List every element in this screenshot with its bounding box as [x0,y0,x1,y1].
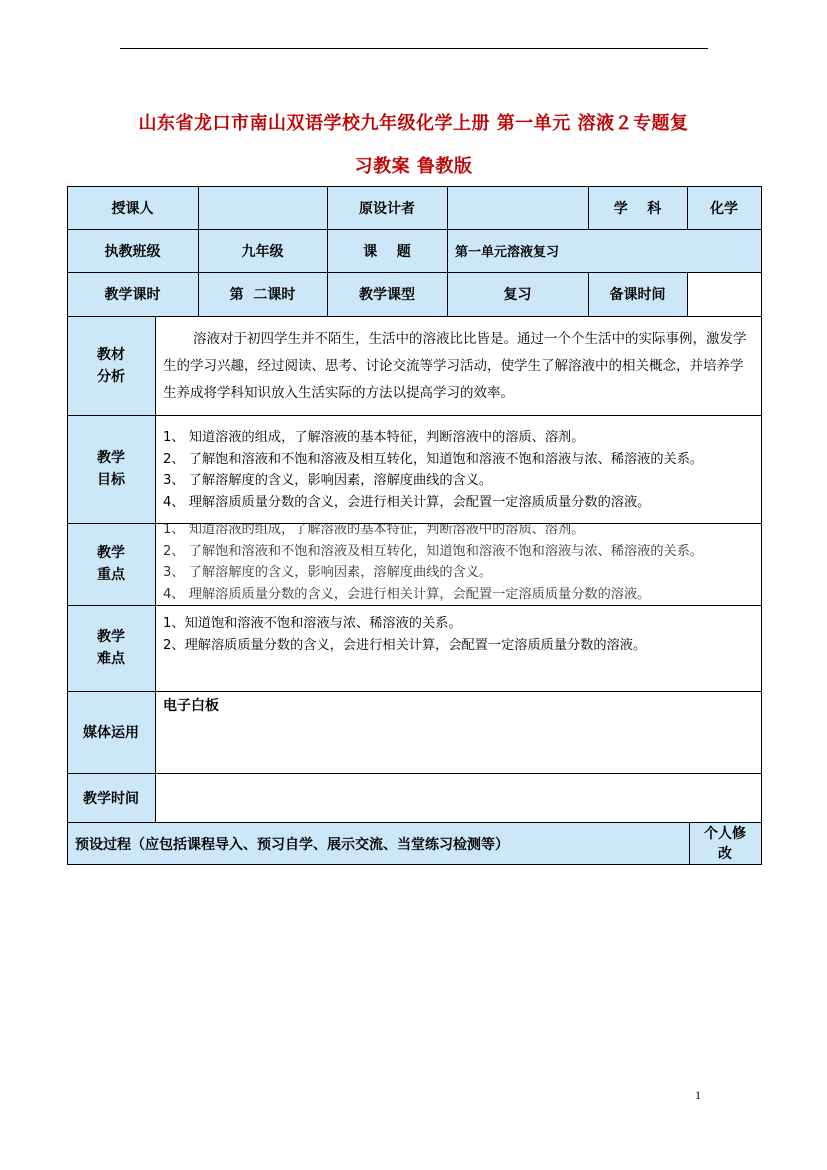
prep-time-label: 备课时间 [588,272,687,316]
key-points-label [67,523,155,605]
page-number: 1 [695,1088,701,1102]
process-label: 预设过程（应包括课程导入、预习自学、展示交流、当堂练习检测等） [67,822,689,865]
period-value: 第 二课时 [198,272,327,316]
analysis-label-line2: 分析 [97,368,125,385]
objectives-label-line2: 目标 [97,472,125,488]
teaching-time-label: 教学时间 [67,773,155,822]
period-label: 教学课时 [67,272,198,316]
document-title-line1: 山东省龙口市南山双语学校九年级化学上册 第一单元 溶液２专题复 [138,113,689,134]
analysis-label [67,316,155,415]
key-point-item: 3、 了解溶解度的含义，影响因素，溶解度曲线的含义。 [163,565,493,580]
key-points-label-line2: 重点 [97,567,125,583]
teacher-label: 授课人 [67,186,198,229]
class-label: 执教班级 [67,229,198,272]
class-value: 九年级 [198,229,327,272]
objective-item: 3、 了解溶解度的含义，影响因素，溶解度曲线的含义。 [163,473,493,488]
lesson-type-value: 复习 [447,272,588,316]
header-rule [120,48,708,49]
document-title-line2: 习教案 鲁教版 [354,156,473,177]
media-value: 电子白板 [163,698,219,714]
key-points-label-line1: 教学 [97,545,125,561]
prep-time-value[interactable] [687,272,761,316]
lesson-type-label: 教学课型 [327,272,447,316]
difficulties-label-line2: 难点 [97,651,125,667]
teacher-value[interactable] [198,186,327,229]
difficulty-item: 2、理解溶质质量分数的含义，会进行相关计算，会配置一定溶质质量分数的溶液。 [163,637,647,653]
objectives-list [155,415,761,523]
difficulties-list [155,605,761,691]
objectives-label-line1: 教学 [97,450,125,466]
analysis-label-line1: 教材 [97,346,125,363]
media-label: 媒体运用 [67,691,155,773]
difficulty-item: 1、知道饱和溶液不饱和溶液与浓、稀溶液的关系。 [163,616,462,631]
personal-revision-label [689,822,761,865]
key-point-item: 4、 理解溶质质量分数的含义，会进行相关计算，会配置一定溶质质量分数的溶液。 [163,586,651,602]
key-points-list [155,523,761,605]
subject-label: 学 科 [588,186,687,229]
personal-revision-line2: 改 [718,845,732,862]
difficulties-label [67,605,155,691]
objective-item: 4、 理解溶质质量分数的含义，会进行相关计算，会配置一定溶质质量分数的溶液。 [163,494,651,510]
designer-value[interactable] [447,186,588,229]
difficulties-label-line1: 教学 [97,629,125,645]
designer-label: 原设计者 [327,186,447,229]
objectives-label [67,415,155,523]
objective-item: 2、 了解饱和溶液和不饱和溶液及相互转化，知道饱和溶液不饱和溶液与浓、稀溶液的关系。 [163,451,704,467]
topic-label: 课 题 [327,229,447,272]
personal-revision-line1: 个人修 [704,825,746,842]
topic-value: 第一单元溶液复习 [447,229,761,272]
teaching-time-value[interactable] [155,773,761,822]
subject-value: 化学 [687,186,761,229]
objective-item: 1、 知道溶液的组成，了解溶液的基本特征，判断溶液中的溶质、溶剂。 [163,430,585,445]
key-point-item: 2、 了解饱和溶液和不饱和溶液及相互转化，知道饱和溶液不饱和溶液与浓、稀溶液的关系。 [163,543,704,559]
analysis-text: 溶液对于初四学生并不陌生，生活中的溶液比比皆是。通过一个个生活中的实际事例，激发学生的学习兴趣，经过阅读、思考、讨论交流等学习活动，使学生了解溶液中的相关概念，并培养学生养成将学科知识放入生活实际的方法以提高学习的效率。 [163,331,747,401]
key-point-item: 1、 知道溶液的组成，了解溶液的基本特征，判断溶液中的溶质、溶剂。 [163,523,585,537]
